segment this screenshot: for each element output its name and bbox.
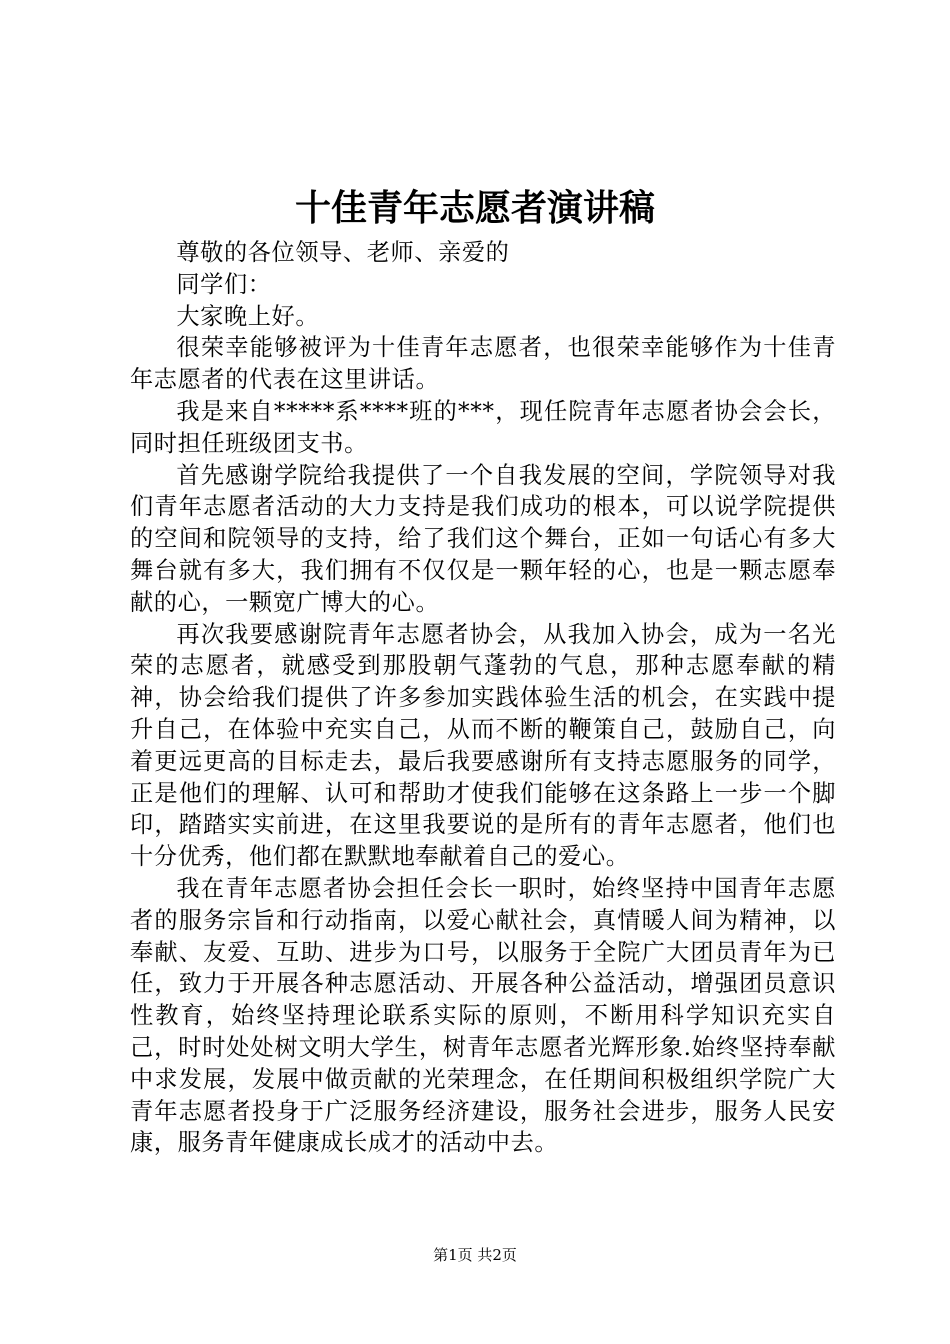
document-title: 十佳青年志愿者演讲稿 [294,187,655,229]
page-footer: 第1页 共2页 [433,1246,517,1264]
paragraph: 同学们： [176,270,272,298]
paragraph: 很荣幸能够被评为十佳青年志愿者，也很荣幸能够作为十佳青年志愿者的代表在这里讲话。 [130,334,836,394]
paragraph: 我是来自*****系****班的***，现任院青年志愿者协会会长，同时担任班级团支书。 [130,397,836,457]
paragraph: 首先感谢学院给我提供了一个自我发展的空间，学院领导对我们青年志愿者活动的大力支持是我们成功的根本，可以说学院提供的空间和院领导的支持，给了我们这个舞台，正如一句话心有多大舞台就有多大，我们拥有不仅仅是一颗年轻的心，也是一颗志愿奉献的心，一颗宽广博大的心。 [130,461,836,616]
paragraph: 大家晚上好。 [176,302,320,330]
paragraph: 再次我要感谢院青年志愿者协会，从我加入协会，成为一名光荣的志愿者，就感受到那股朝气蓬勃的气息，那种志愿奉献的精神，协会给我们提供了许多参加实践体验生活的机会，在实践中提升自己，在体验中充实自己，从而不断的鞭策自己，鼓励自己，向着更远更高的目标走去，最后我要感谢所有支持志愿服务的同学，正是他们的理解、认可和帮助才使我们能够在这条路上一步一个脚印，踏踏实实前进，在这里我要说的是所有的青年志愿者，他们也十分优秀，他们都在默默地奉献着自己的爱心。 [130,620,836,871]
document-body [130,237,836,1159]
paragraph: 我在青年志愿者协会担任会长一职时，始终坚持中国青年志愿者的服务宗旨和行动指南，以爱心献社会，真情暖人间为精神，以奉献、友爱、互助、进步为口号，以服务于全院广大团员青年为已任，致力于开展各种志愿活动、开展各种公益活动，增强团员意识性教育，始终坚持理论联系实际的原则，不断用科学知识充实自己，时时处处树文明大学生，树青年志愿者光辉形象.始终坚持奉献中求发展，发展中做贡献的光荣理念，在任期间积极组织学院广大青年志愿者投身于广泛服务经济建设，服务社会进步，服务人民安康，服务青年健康成长成才的活动中去。 [130,874,836,1157]
paragraph: 尊敬的各位领导、老师、亲爱的 [176,239,510,266]
